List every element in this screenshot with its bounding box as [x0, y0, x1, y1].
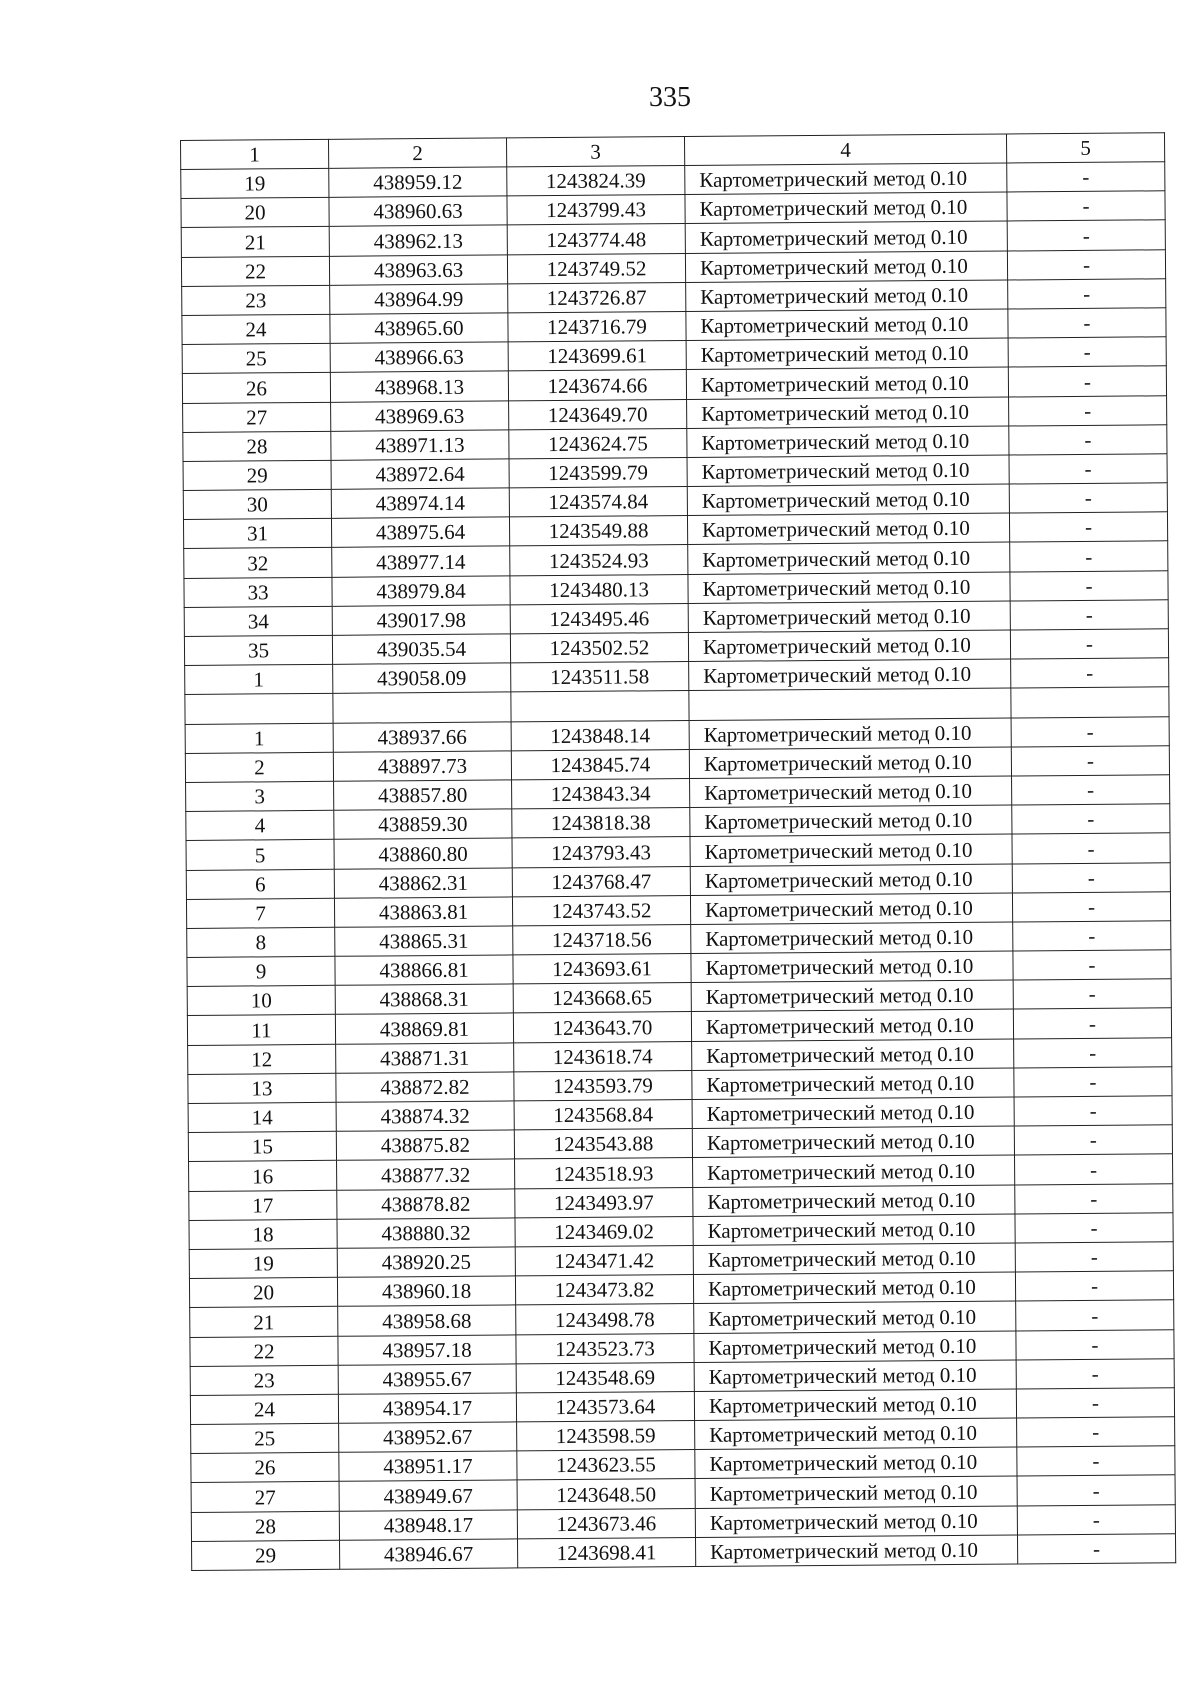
x-coordinate-cell: 438960.63: [329, 196, 507, 227]
method-cell: Картометрический метод 0.10: [693, 1243, 1015, 1275]
y-coordinate-cell: 1243623.55: [517, 1450, 695, 1481]
x-coordinate-cell: 438874.32: [336, 1101, 514, 1132]
method-cell: Картометрический метод 0.10: [688, 542, 1010, 574]
x-coordinate-cell: 438955.67: [338, 1364, 516, 1395]
y-coordinate-cell: 1243548.69: [516, 1362, 694, 1393]
y-coordinate-cell: 1243648.50: [517, 1479, 695, 1510]
method-cell: Картометрический метод 0.10: [688, 572, 1010, 604]
point-number-cell: 3: [186, 781, 334, 811]
point-number-cell: 26: [182, 373, 330, 403]
method-cell: Картометрический метод 0.10: [689, 718, 1011, 750]
method-cell: Картометрический метод 0.10: [686, 280, 1008, 312]
x-coordinate-cell: 438965.60: [330, 313, 508, 344]
x-coordinate-cell: 438960.18: [337, 1276, 515, 1307]
point-number-cell: 30: [183, 489, 331, 519]
method-cell: Картометрический метод 0.10: [694, 1360, 1016, 1392]
x-coordinate-cell: 438975.64: [331, 517, 509, 548]
y-coordinate-cell: 1243693.61: [513, 954, 691, 985]
y-coordinate-cell: 1243473.82: [515, 1275, 693, 1306]
note-cell: -: [1012, 833, 1170, 863]
note-cell: -: [1008, 279, 1166, 309]
note-cell: -: [1012, 775, 1170, 805]
method-cell: Картометрический метод 0.10: [694, 1330, 1016, 1362]
column-header-1: 1: [181, 139, 329, 169]
note-cell: -: [1014, 1067, 1172, 1097]
y-coordinate-cell: 1243543.88: [514, 1129, 692, 1160]
method-cell: Картометрический метод 0.10: [691, 951, 1013, 983]
x-coordinate-cell: 438859.30: [334, 809, 512, 840]
x-coordinate-cell: 438878.82: [337, 1188, 515, 1219]
point-number-cell: 35: [184, 635, 332, 665]
y-coordinate-cell: 1243469.02: [515, 1216, 693, 1247]
column-header-5: 5: [1006, 133, 1164, 163]
x-coordinate-cell: 438951.17: [339, 1451, 517, 1482]
note-cell: -: [1015, 1154, 1173, 1184]
point-number-cell: 25: [191, 1423, 339, 1453]
method-cell: Картометрический метод 0.10: [692, 1126, 1014, 1158]
y-coordinate-cell: 1243774.48: [507, 224, 685, 255]
method-cell: Картометрический метод 0.10: [692, 1039, 1014, 1071]
x-coordinate-cell: 439058.09: [333, 663, 511, 694]
point-number-cell: 25: [182, 343, 330, 373]
note-cell: -: [1011, 658, 1169, 688]
y-coordinate-cell: 1243718.56: [513, 924, 691, 955]
y-coordinate-cell: 1243524.93: [510, 545, 688, 576]
point-number-cell: 33: [184, 577, 332, 607]
y-coordinate-cell: 1243824.39: [507, 166, 685, 197]
point-number-cell: 18: [189, 1219, 337, 1249]
point-number-cell: 1: [185, 665, 333, 695]
y-coordinate-cell: 1243480.13: [510, 574, 688, 605]
note-cell: -: [1013, 950, 1171, 980]
x-coordinate-cell: 438880.32: [337, 1218, 515, 1249]
point-number-cell: 8: [187, 927, 335, 957]
y-coordinate-cell: 1243698.41: [517, 1537, 695, 1568]
point-number-cell: 9: [187, 956, 335, 986]
note-cell: -: [1017, 1446, 1175, 1476]
x-coordinate-cell: 438869.81: [335, 1013, 513, 1044]
method-cell: Картометрический метод 0.10: [689, 659, 1011, 691]
method-cell: Картометрический метод 0.10: [687, 513, 1009, 545]
method-cell: Картометрический метод 0.10: [694, 1389, 1016, 1421]
y-coordinate-cell: 1243599.79: [509, 457, 687, 488]
note-cell: -: [1008, 308, 1166, 338]
x-coordinate-cell: 438877.32: [337, 1159, 515, 1190]
note-cell: -: [1016, 1388, 1174, 1418]
note-cell: -: [1009, 395, 1167, 425]
y-coordinate-cell: 1243574.84: [509, 487, 687, 518]
method-cell: Картометрический метод 0.10: [690, 893, 1012, 925]
empty-cell: [511, 691, 689, 722]
method-cell: Картометрический метод 0.10: [687, 397, 1009, 429]
note-cell: -: [1010, 600, 1168, 630]
x-coordinate-cell: 438964.99: [330, 284, 508, 315]
x-coordinate-cell: 438897.73: [333, 751, 511, 782]
note-cell: -: [1008, 366, 1166, 396]
x-coordinate-cell: 438963.63: [329, 254, 507, 285]
method-cell: Картометрический метод 0.10: [692, 1097, 1014, 1129]
point-number-cell: 29: [183, 460, 331, 490]
x-coordinate-cell: 438966.63: [330, 342, 508, 373]
method-cell: Картометрический метод 0.10: [693, 1155, 1015, 1187]
coordinates-table-body: [181, 133, 1176, 1571]
coordinates-table: [180, 132, 1176, 1571]
point-number-cell: 15: [188, 1131, 336, 1161]
method-cell: Картометрический метод 0.10: [690, 805, 1012, 837]
note-cell: -: [1012, 891, 1170, 921]
y-coordinate-cell: 1243549.88: [509, 516, 687, 547]
x-coordinate-cell: 438972.64: [331, 459, 509, 490]
y-coordinate-cell: 1243573.64: [516, 1391, 694, 1422]
point-number-cell: 10: [187, 986, 335, 1016]
x-coordinate-cell: 438979.84: [332, 576, 510, 607]
y-coordinate-cell: 1243674.66: [508, 370, 686, 401]
point-number-cell: 22: [190, 1336, 338, 1366]
note-cell: -: [1010, 629, 1168, 659]
method-cell: Картометрический метод 0.10: [686, 367, 1008, 399]
method-cell: Картометрический метод 0.10: [688, 630, 1010, 662]
note-cell: -: [1013, 921, 1171, 951]
x-coordinate-cell: 438946.67: [340, 1539, 518, 1570]
y-coordinate-cell: 1243493.97: [515, 1187, 693, 1218]
point-number-cell: 11: [187, 1015, 335, 1045]
method-cell: Картометрический метод 0.10: [689, 747, 1011, 779]
x-coordinate-cell: 438937.66: [333, 721, 511, 752]
y-coordinate-cell: 1243649.70: [509, 399, 687, 430]
x-coordinate-cell: 438969.63: [331, 400, 509, 431]
y-coordinate-cell: 1243593.79: [514, 1070, 692, 1101]
note-cell: -: [1009, 483, 1167, 513]
y-coordinate-cell: 1243845.74: [511, 749, 689, 780]
empty-cell: [1011, 687, 1169, 717]
x-coordinate-cell: 438857.80: [334, 780, 512, 811]
x-coordinate-cell: 438920.25: [337, 1247, 515, 1278]
point-number-cell: 5: [186, 840, 334, 870]
point-number-cell: 34: [184, 606, 332, 636]
x-coordinate-cell: 438948.17: [339, 1510, 517, 1541]
y-coordinate-cell: 1243498.78: [516, 1304, 694, 1335]
note-cell: -: [1014, 1037, 1172, 1067]
point-number-cell: 7: [186, 898, 334, 928]
column-header-4: 4: [684, 134, 1006, 166]
x-coordinate-cell: 438865.31: [335, 926, 513, 957]
x-coordinate-cell: 438871.31: [336, 1043, 514, 1074]
note-cell: -: [1017, 1417, 1175, 1447]
method-cell: Картометрический метод 0.10: [690, 776, 1012, 808]
method-cell: Картометрический метод 0.10: [695, 1535, 1017, 1567]
empty-cell: [689, 688, 1011, 720]
note-cell: -: [1009, 424, 1167, 454]
method-cell: Картометрический метод 0.10: [695, 1506, 1017, 1538]
column-header-2: 2: [328, 138, 506, 168]
note-cell: -: [1008, 337, 1166, 367]
x-coordinate-cell: 438958.68: [338, 1305, 516, 1336]
note-cell: -: [1016, 1300, 1174, 1330]
point-number-cell: 27: [183, 402, 331, 432]
y-coordinate-cell: 1243848.14: [511, 720, 689, 751]
x-coordinate-cell: 438860.80: [334, 838, 512, 869]
x-coordinate-cell: 438959.12: [329, 167, 507, 198]
note-cell: -: [1013, 1008, 1171, 1038]
y-coordinate-cell: 1243668.65: [513, 983, 691, 1014]
method-cell: Картометрический метод 0.10: [693, 1272, 1015, 1304]
method-cell: Картометрический метод 0.10: [686, 338, 1008, 370]
point-number-cell: 12: [188, 1044, 336, 1074]
x-coordinate-cell: 438962.13: [329, 225, 507, 256]
point-number-cell: 29: [192, 1540, 340, 1570]
point-number-cell: 21: [190, 1307, 338, 1337]
y-coordinate-cell: 1243618.74: [514, 1041, 692, 1072]
x-coordinate-cell: 438971.13: [331, 430, 509, 461]
method-cell: Картометрический метод 0.10: [685, 251, 1007, 283]
note-cell: -: [1017, 1504, 1175, 1534]
y-coordinate-cell: 1243749.52: [507, 253, 685, 284]
note-cell: -: [1015, 1183, 1173, 1213]
method-cell: Картометрический метод 0.10: [687, 484, 1009, 516]
y-coordinate-cell: 1243624.75: [509, 428, 687, 459]
method-cell: Картометрический метод 0.10: [685, 221, 1007, 253]
method-cell: Картометрический метод 0.10: [692, 1068, 1014, 1100]
note-cell: -: [1007, 249, 1165, 279]
point-number-cell: 2: [185, 752, 333, 782]
x-coordinate-cell: 438952.67: [339, 1422, 517, 1453]
point-number-cell: 17: [189, 1190, 337, 1220]
note-cell: -: [1015, 1212, 1173, 1242]
y-coordinate-cell: 1243716.79: [508, 311, 686, 342]
method-cell: Картометрический метод 0.10: [693, 1185, 1015, 1217]
point-number-cell: 20: [181, 198, 329, 228]
method-cell: Картометрический метод 0.10: [687, 426, 1009, 458]
method-cell: Картометрический метод 0.10: [690, 834, 1012, 866]
note-cell: -: [1017, 1475, 1175, 1505]
point-number-cell: 14: [188, 1102, 336, 1132]
note-cell: -: [1016, 1329, 1174, 1359]
method-cell: Картометрический метод 0.10: [691, 922, 1013, 954]
note-cell: -: [1016, 1358, 1174, 1388]
y-coordinate-cell: 1243598.59: [517, 1421, 695, 1452]
x-coordinate-cell: 438868.31: [335, 984, 513, 1015]
x-coordinate-cell: 438974.14: [331, 488, 509, 519]
note-cell: -: [1010, 570, 1168, 600]
method-cell: Картометрический метод 0.10: [695, 1418, 1017, 1450]
point-number-cell: 1: [185, 723, 333, 753]
point-number-cell: 19: [189, 1248, 337, 1278]
note-cell: -: [1009, 512, 1167, 542]
x-coordinate-cell: 438863.81: [334, 897, 512, 928]
point-number-cell: 24: [182, 314, 330, 344]
point-number-cell: 20: [189, 1277, 337, 1307]
point-number-cell: 23: [190, 1365, 338, 1395]
note-cell: -: [1017, 1534, 1175, 1564]
note-cell: -: [1007, 220, 1165, 250]
y-coordinate-cell: 1243495.46: [510, 603, 688, 634]
method-cell: Картометрический метод 0.10: [693, 1214, 1015, 1246]
x-coordinate-cell: 439017.98: [332, 605, 510, 636]
method-cell: Картометрический метод 0.10: [687, 455, 1009, 487]
y-coordinate-cell: 1243726.87: [508, 282, 686, 313]
note-cell: -: [1012, 862, 1170, 892]
empty-cell: [333, 692, 511, 723]
note-cell: -: [1013, 979, 1171, 1009]
note-cell: -: [1011, 745, 1169, 775]
y-coordinate-cell: 1243843.34: [512, 778, 690, 809]
method-cell: Картометрический метод 0.10: [685, 192, 1007, 224]
note-cell: -: [1014, 1125, 1172, 1155]
point-number-cell: 26: [191, 1453, 339, 1483]
page-number: 335: [649, 82, 691, 113]
y-coordinate-cell: 1243699.61: [508, 341, 686, 372]
x-coordinate-cell: 439035.54: [332, 634, 510, 665]
method-cell: Картометрический метод 0.10: [694, 1301, 1016, 1333]
y-coordinate-cell: 1243523.73: [516, 1333, 694, 1364]
point-number-cell: 28: [191, 1511, 339, 1541]
x-coordinate-cell: 438977.14: [332, 546, 510, 577]
point-number-cell: 19: [181, 168, 329, 198]
y-coordinate-cell: 1243568.84: [514, 1100, 692, 1131]
x-coordinate-cell: 438968.13: [330, 371, 508, 402]
method-cell: Картометрический метод 0.10: [695, 1447, 1017, 1479]
point-number-cell: 27: [191, 1482, 339, 1512]
point-number-cell: 6: [186, 869, 334, 899]
point-number-cell: 22: [181, 256, 329, 286]
note-cell: -: [1014, 1096, 1172, 1126]
y-coordinate-cell: 1243793.43: [512, 837, 690, 868]
y-coordinate-cell: 1243643.70: [513, 1012, 691, 1043]
method-cell: Картометрический метод 0.10: [686, 309, 1008, 341]
y-coordinate-cell: 1243743.52: [512, 895, 690, 926]
x-coordinate-cell: 438875.82: [336, 1130, 514, 1161]
note-cell: -: [1007, 162, 1165, 192]
empty-cell: [185, 694, 333, 724]
point-number-cell: 24: [190, 1394, 338, 1424]
column-header-3: 3: [506, 137, 684, 167]
x-coordinate-cell: 438957.18: [338, 1334, 516, 1365]
method-cell: Картометрический метод 0.10: [690, 863, 1012, 895]
method-cell: Картометрический метод 0.10: [685, 163, 1007, 195]
point-number-cell: 16: [189, 1161, 337, 1191]
point-number-cell: 31: [183, 519, 331, 549]
x-coordinate-cell: 438954.17: [338, 1393, 516, 1424]
method-cell: Картометрический метод 0.10: [688, 601, 1010, 633]
y-coordinate-cell: 1243818.38: [512, 808, 690, 839]
note-cell: -: [1007, 191, 1165, 221]
note-cell: -: [1009, 454, 1167, 484]
note-cell: -: [1010, 541, 1168, 571]
y-coordinate-cell: 1243518.93: [515, 1158, 693, 1189]
x-coordinate-cell: 438862.31: [334, 867, 512, 898]
method-cell: Картометрический метод 0.10: [691, 980, 1013, 1012]
point-number-cell: 13: [188, 1073, 336, 1103]
y-coordinate-cell: 1243799.43: [507, 195, 685, 226]
point-number-cell: 23: [182, 285, 330, 315]
y-coordinate-cell: 1243502.52: [510, 633, 688, 664]
method-cell: Картометрический метод 0.10: [691, 1009, 1013, 1041]
x-coordinate-cell: 438866.81: [335, 955, 513, 986]
note-cell: -: [1011, 716, 1169, 746]
note-cell: -: [1015, 1242, 1173, 1272]
point-number-cell: 21: [181, 227, 329, 257]
method-cell: Картометрический метод 0.10: [695, 1476, 1017, 1508]
x-coordinate-cell: 438949.67: [339, 1480, 517, 1511]
x-coordinate-cell: 438872.82: [336, 1072, 514, 1103]
point-number-cell: 32: [184, 548, 332, 578]
y-coordinate-cell: 1243673.46: [517, 1508, 695, 1539]
point-number-cell: 28: [183, 431, 331, 461]
y-coordinate-cell: 1243768.47: [512, 866, 690, 897]
note-cell: -: [1015, 1271, 1173, 1301]
note-cell: -: [1012, 804, 1170, 834]
y-coordinate-cell: 1243471.42: [515, 1245, 693, 1276]
point-number-cell: 4: [186, 810, 334, 840]
y-coordinate-cell: 1243511.58: [511, 662, 689, 693]
